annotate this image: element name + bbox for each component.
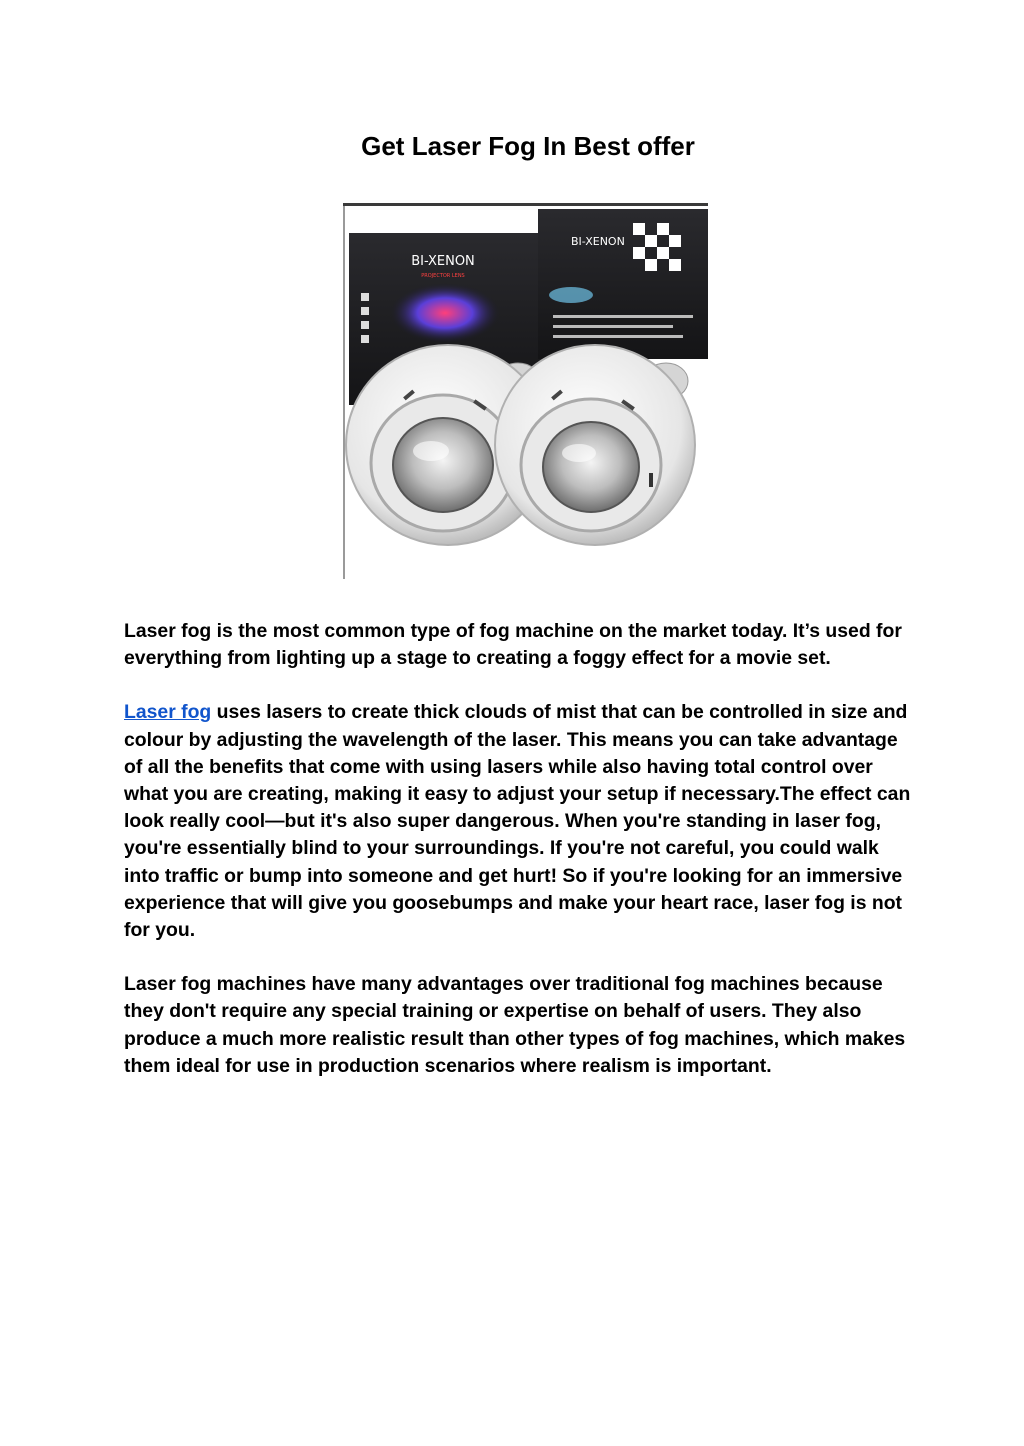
laser-fog-link[interactable]: Laser fog xyxy=(124,701,212,724)
box-subtitle-text: PROJECTOR LENS xyxy=(421,273,465,279)
box-brand-text: BI-XENON xyxy=(411,254,475,269)
page-title: Get Laser Fog In Best offer xyxy=(361,131,695,161)
article-paragraph-3: Laser fog machines have many advantages over traditional fog machines because they don't require any special training or expertise on behalf of users. They also produce a much more realistic result than other types of fog machines, which makes them ideal for use in production scenarios where realism is important. xyxy=(124,973,906,1077)
article-paragraph-2 xyxy=(124,699,914,944)
product-image xyxy=(343,203,708,579)
article-body xyxy=(124,618,914,1107)
box-brand-text-right: BI-XENON xyxy=(571,235,625,248)
article-paragraph-2-text: uses lasers to create thick clouds of mist that can be controlled in size and colour by adjusting the wavelength of the laser. This means you can take advantage of all the benefits that come with using lasers while also having total control over what you are creating, making it easy to adjust your setup if necessary.The effect can look really cool—but it's also super dangerous. When you're standing in laser fog, you're essentially blind to your surroundings. If you're not careful, you could walk into traffic or bump into someone and get hurt! So if you're looking for an immersive experience that will give you goosebumps and make your heart race, laser fog is not for you. xyxy=(124,701,911,942)
projector-lens-product-icon xyxy=(343,203,708,579)
right-projector-lens xyxy=(495,345,695,545)
article-paragraph-1: Laser fog is the most common type of fog machine on the market today. It’s used for everything from lighting up a stage to creating a foggy effect for a movie set. xyxy=(124,620,902,670)
